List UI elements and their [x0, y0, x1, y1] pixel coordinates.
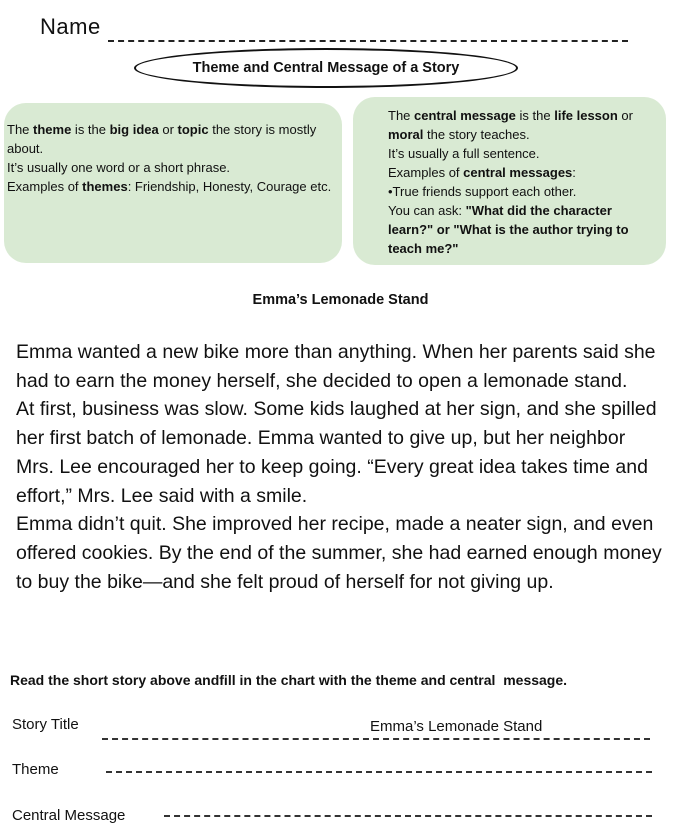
theme-label: Theme — [12, 761, 59, 778]
story-paragraph: Emma wanted a new bike more than anything. When her parents said she had to earn the money herself, she decided to open a lemonade stand. — [16, 341, 656, 392]
instruction: Read the short story above andfill in the chart with the theme and central message. — [10, 672, 568, 688]
central-message-length-note: It’s usually a full sentence. — [388, 146, 540, 161]
chart-row-story-title — [12, 716, 662, 742]
theme-length-note: It’s usually one word or a short phrase. — [7, 160, 231, 175]
central-message-examples-label: Examples of central messages: — [388, 165, 576, 180]
name-label: Name — [40, 14, 101, 39]
central-message-definition-box — [353, 97, 666, 265]
central-message-answer-line[interactable] — [164, 815, 652, 817]
name-blank-line[interactable] — [108, 40, 628, 42]
central-message-example: •True friends support each other. — [388, 184, 577, 199]
story-title: Emma’s Lemonade Stand — [252, 292, 429, 308]
central-message-definition: The central message is the life lesson or moral the story teaches. — [388, 108, 633, 142]
theme-definition-box — [4, 103, 342, 263]
central-message-label: Central Message — [12, 807, 126, 824]
worksheet-title: Theme and Central Message of a Story — [134, 48, 518, 88]
story-title-answer-line[interactable] — [102, 738, 650, 740]
chart-row-central-message — [12, 807, 662, 833]
theme-examples: Examples of themes: Friendship, Honesty, Courage etc. — [7, 179, 332, 194]
story-title-label: Story Title — [12, 716, 79, 733]
theme-definition: The theme is the big idea or topic the story is mostly about. — [7, 122, 317, 156]
story-text — [16, 338, 668, 596]
story-paragraph: At first, business was slow. Some kids laughed at her sign, and she spilled her first batch of lemonade. Emma wanted to give up, but her neighbor Mrs. Lee encouraged her to keep going. “Every great idea takes time and effort,” Mrs. Lee said with a smile. — [16, 398, 657, 507]
story-paragraph: Emma didn’t quit. She improved her recipe, made a neater sign, and even offered cookies. By the end of the summer, she had earned enough money to buy the bike—and she felt proud of herself for not giving up. — [16, 513, 662, 593]
central-message-question: You can ask: "What did the character learn?" or "What is the author trying to teach me?" — [388, 203, 629, 256]
name-row — [40, 14, 640, 44]
chart-row-theme — [12, 761, 662, 787]
theme-answer-line[interactable] — [106, 771, 652, 773]
story-title-answer: Emma’s Lemonade Stand — [370, 718, 543, 735]
